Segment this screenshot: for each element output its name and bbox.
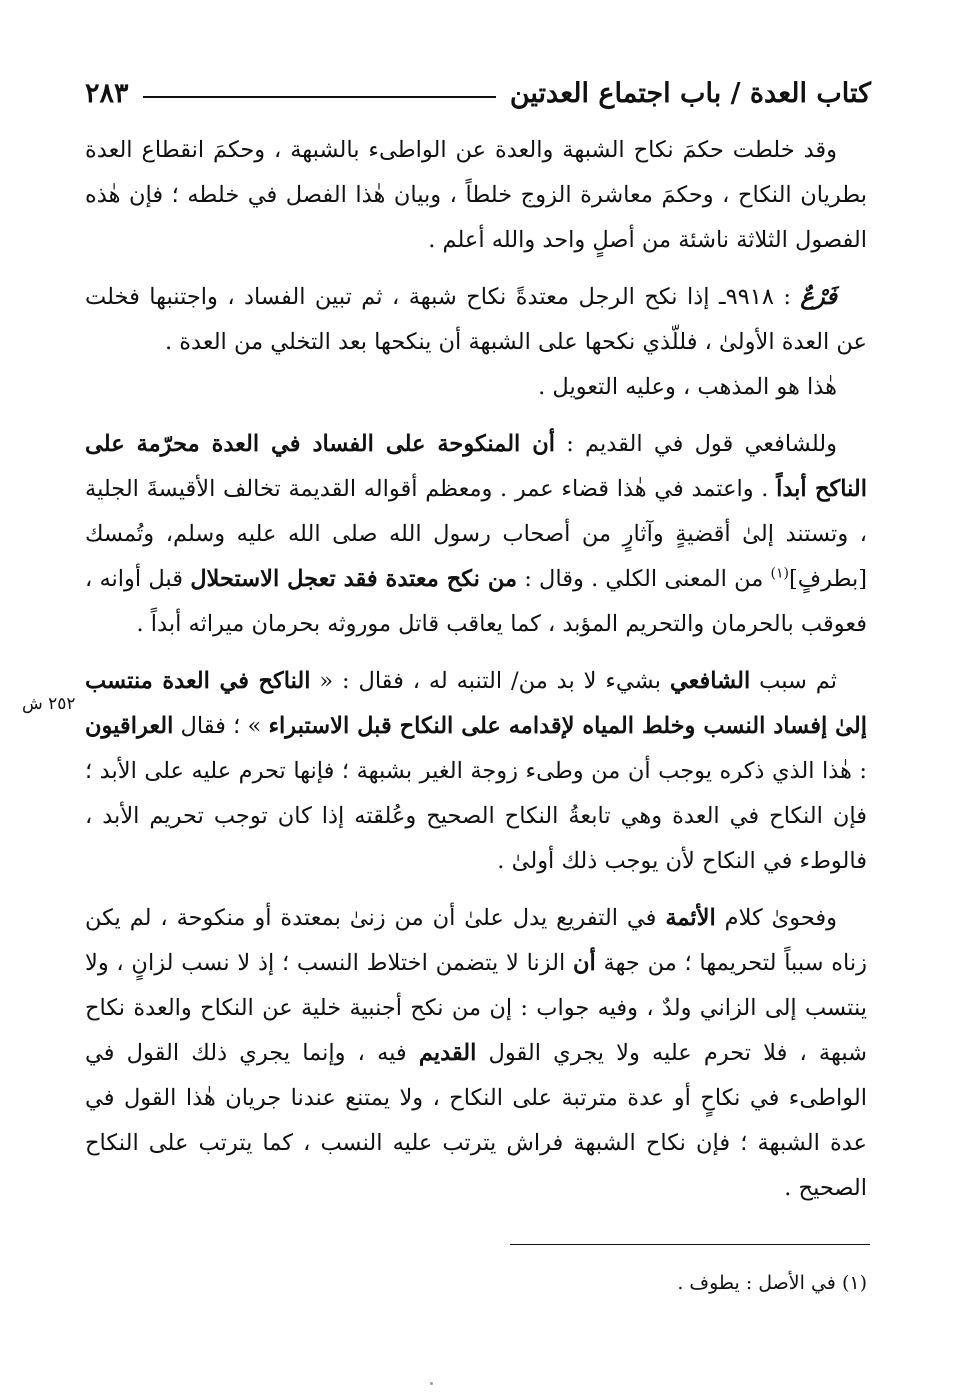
paragraph-1: وقد خلطت حكمَ نكاح الشبهة والعدة عن الواطىء بالشبهة ، وحكمَ انقطاع العدة بطريان النكاح ، وحكمَ معاشرة الزوج خلطاً ، وبيان هٰذا الفصل في خلطه ؛ فإن هٰذه الفصول الثلاثة ناشئة من أصلٍ واحد والله أعلم . <box>85 137 867 253</box>
bold-span: القديم <box>418 1040 477 1066</box>
paragraph-2 <box>85 275 867 365</box>
footnote-divider <box>510 1244 870 1245</box>
text-span: قبل أوانه ، فعوقب بالحرمان والتحريم المؤبد ، كما يعاقب قاتل موروثه بحرمان ميراثه أبداً . <box>85 566 867 637</box>
text-span: في التفريع يدل علىٰ أن من زنىٰ بمعتدة أو منكوحة ، لم يكن زناه سبباً لتحريمها ؛ من جهة <box>85 905 867 976</box>
footnote <box>677 1272 867 1294</box>
main-text <box>85 128 867 1223</box>
header-rule <box>143 96 496 98</box>
text-span: : هٰذا الذي ذكره يوجب أن من وطىء زوجة الغير بشبهة ؛ فإنها تحرم عليه على الأبد ؛ فإن النكاح في العدة وهي تابعةُ النكاح الصحيح وعُلقته إذا كان توجب تحريم الأبد ، فالوطء في النكاح لأن يوجب ذلك أولىٰ . <box>85 758 867 874</box>
text-span: فيه ، وإنما يجري ذلك القول في الواطىء في نكاحٍ أو عدة مترتبة على النكاح ، ولا يمتنع عندنا جريان هٰذا القول في عدة الشبهة ؛ فإن نكاح الشبهة فراش يترتب عليه النسب ، كما يترتب على النكاح الصحيح . <box>85 1040 867 1201</box>
paragraph-6 <box>85 896 867 1211</box>
bold-span: أن <box>572 950 596 976</box>
bold-span: العراقيون <box>85 713 174 739</box>
bold-span: الشافعي <box>669 668 751 694</box>
footnote-ref[interactable]: (١) <box>770 565 789 582</box>
footnote-text: في الأصل : يطوف . <box>677 1272 836 1294</box>
text-span: . واعتمد في هٰذا قضاء عمر . ومعظم أقواله القديمة تخالف الأقيسةَ الجلية ، وتستند إلىٰ أقضيةٍ وآثارٍ من أصحاب رسول الله صلى الله عليه وسلم، وتُمسك [بطرفٍ] <box>85 476 867 592</box>
bold-span: الأئمة <box>665 905 716 931</box>
bold-span: من نكح معتدة فقد تعجل الاستحلال <box>190 566 518 592</box>
paragraph-5 <box>85 659 867 884</box>
margin-note: ٢٥٢ ش <box>22 694 76 714</box>
text-span: » ؛ فقال <box>173 713 269 739</box>
text-span: وللشافعي قول في القديم : <box>555 431 837 457</box>
bold-span: أن المنكوحة على الفساد في العدة محرّمة على الناكح أبداً <box>85 431 867 502</box>
paragraph-2-text: : ٩٩١٨ـ إذا نكح الرجل معتدةً نكاح شبهة ، ثم تبين الفساد ، واجتنبها فخلت عن العدة الأولىٰ ، فللّذي نكحها على الشبهة أن ينكحها بعد التخلي من العدة . <box>85 284 867 355</box>
far-marker: فَرْعٌ <box>800 284 837 310</box>
running-header <box>85 72 871 114</box>
paragraph-4 <box>85 422 867 647</box>
footnote-number: (١) <box>841 1272 867 1294</box>
header-title: كتاب العدة / باب اجتماع العدتين <box>509 77 871 109</box>
text-span: الزنا لا يتضمن اختلاط النسب ؛ إذ لا نسب لزانٍ ، ولا ينتسب إلى الزاني ولدٌ ، وفيه جواب : إن من نكح أجنبية خلية عن النكاح والعدة نكاح شبهة ، فلا تحرم عليه ولا يجري القول <box>85 950 867 1066</box>
text-span: وفحوىٰ كلام <box>715 905 837 931</box>
scan-speck <box>430 1382 433 1385</box>
paragraph-3: هٰذا هو المذهب ، وعليه التعويل . <box>538 374 837 400</box>
page-number: ٢٨٣ <box>85 77 129 109</box>
text-span: بشيء لا بد من/ التنبه له ، فقال : « <box>310 668 670 694</box>
bold-span: الناكح في العدة منتسب إلىٰ إفساد النسب وخلط المياه لإقدامه على النكاح قبل الاستبراء <box>85 668 867 739</box>
text-span: ثم سبب <box>750 668 837 694</box>
text-span: من المعنى الكلي . وقال : <box>517 566 771 592</box>
